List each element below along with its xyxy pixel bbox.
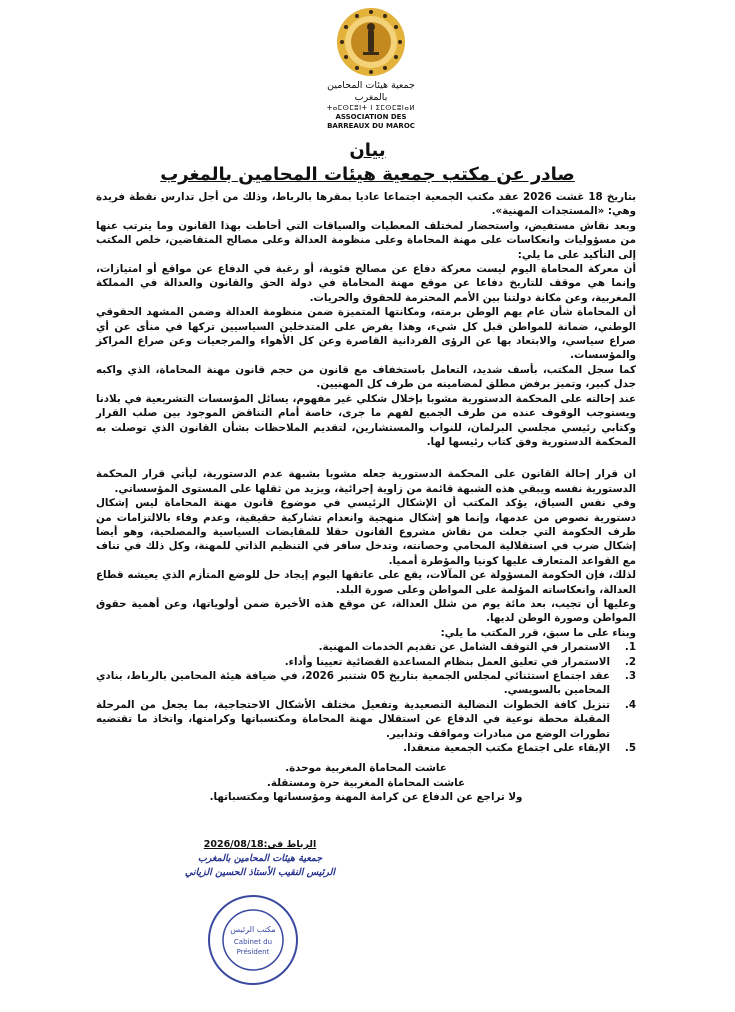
official-stamp <box>205 890 301 990</box>
paragraph: بتاريخ 18 غشت 2026 عقد مكتب الجمعية اجتماعا عاديا بمقرها بالرباط، وذلك من أجل تدارس نقطة فريدة وهي: «المستجدات المهنية». <box>96 191 636 218</box>
slogan: عاشت المحاماة المغربية موحدة. <box>285 762 447 775</box>
slogan: ولا تراجع عن الدفاع عن كرامة المهنة ومؤسساتها ومكتسباتها. <box>209 791 523 804</box>
svg-text:مكتب الرئيس: مكتب الرئيس <box>230 925 276 934</box>
list-item <box>96 698 636 741</box>
signature-block <box>160 838 360 880</box>
association-name-french: ASSOCIATION DES BARREAUX DU MAROC <box>327 113 415 130</box>
paragraph: عند إحالته على المحكمة الدستورية مشوبا بإخلال شكلي غير مفهوم، يسائل المؤسسات التشريعية في بلادنا ويستوجب الوقوف عنده من طرف الجميع لفهم ما جرى، خاصة أمام التناقض الموجود بين صلب القرار وكتابي رئيسي مجلسي البرلمان، للنواب والمستشارين، لتقديم الملاحظات بشأن القانون الذي توصلت به المحكمة الدستورية وفق كتاب رئيسها لها. <box>96 392 636 448</box>
list-number: 5. <box>624 742 636 755</box>
paragraph: ان قرار إحالة القانون على المحكمة الدستورية جعله مشوبا بشبهة عدم الدستورية، ليأتي قرار المحكمة الدستورية نفسه ويبقي هذه الشبهة قائمة من زاوية إجرائية، ويزيد من ثقلها على المستوى المؤسساتي. <box>96 468 636 495</box>
signature-org: جمعية هيئات المحامين بالمغرب <box>197 853 323 864</box>
svg-text:Président: Président <box>236 948 270 956</box>
paragraph: وبناء على ما سبق، قرر المكتب ما يلي: <box>440 626 636 639</box>
list-item <box>96 655 636 669</box>
list-text: الاستمرار في التوقف الشامل عن تقديم الخدمات المهنية. <box>318 641 610 654</box>
slogan: عاشت المحاماة المغربية حرة ومستقلة. <box>266 776 466 789</box>
list-item <box>96 741 636 755</box>
decisions-list <box>96 640 636 755</box>
association-emblem <box>335 6 407 78</box>
list-number: 4. <box>624 698 636 711</box>
paragraph: وبعد نقاش مستفيض، واستحضار لمختلف المعطيات والسياقات التي أحاطت بهذا القانون وما يترتب عنها من مسؤوليات وانعكاسات على مهنة المحاماة وعلى منظومة العدالة وعلى مصالح المتقاضين، خلص المكتب إلى التأكيد على ما يلي: <box>96 219 636 261</box>
list-text: عقد اجتماع استثنائي لمجلس الجمعية بتاريخ 05 شتنبر 2026، في ضيافة هيئة المحامين بالرباط، بنادي المحامين بالسويسي. <box>96 670 610 697</box>
paragraph: وعليها أن تجيب، بعد مائة يوم من شلل العدالة، عن موقع هذه الأخيرة ضمن أولوياتها، وعن أهمية حقوق المواطن وصورة الوطن لديها. <box>96 597 636 625</box>
list-text: تنزيل كافة الخطوات النضالية التصعيدية وتفعيل مختلف الأشكال الاحتجاجية، بما يجعل من المرحلة المقبلة محطة نوعية في الدفاع عن استقلال مهنة المحاماة ومكتسباتها وكرامتها، واتخاذ ما تقتضيه تطورات الوضع من مبادرات ومواقف وتدابير. <box>96 698 610 740</box>
place-date: الرباط في:2026/08/18 <box>203 839 317 850</box>
paragraph-gap <box>96 449 636 467</box>
paragraph: أن المحاماة شأن عام يهم الوطن برمته، ومكانتها المتميزة ضمن منظومة العدالة وضمن المشهد الحقوقي الوطني، ضمانة للمواطن قبل كل شيء، وهذا يفرض على المتدخلين السياسيين تركها في منأى عن أي صراع سياسي، والابتعاد بها عن الرؤى الفردانية القاصرة وعن كل الأهواء والمرجعيات وعن صراع المراكز والمؤسسات. <box>96 306 636 362</box>
paragraph: أن معركة المحاماة اليوم ليست معركة دفاع عن مصالح فئوية، أو رغبة في الدفاع عن مواقع أو امتيازات، وإنما هي موقف للتاريخ دفاعا عن موقع مهنة المحاماة في دولة الحق والقانون والعدالة في المملكة المغربية، وعن مكانة دولتنا بين الأمم المحترمة للحقوق والحريات. <box>96 263 636 304</box>
list-text: الإبقاء على اجتماع مكتب الجمعية منعقدا. <box>403 742 610 755</box>
association-name-tifinagh: ⵜⴰⵎⵙⵎⵓⵏⵜ ⵏ ⵉⵎⵙⵎⵓⵏⴰⵍ <box>326 104 416 112</box>
paragraph: وفي نفس السياق، يؤكد المكتب أن الإشكال الرئيسي في موضوع قانون مهنة المحاماة ليس إشكال دستورية نصوص من عدمها، وإنما هو إشكال منهجية وانعدام تشاركية حقيقية، وعدم وفاء بالالتزامات من طرف الحكومة التي جعلت من نقاش مشروع القانون حقلا للمقايضات السياسية والمصلحية، وهو أيضا إشكال ضرب في استقلالية المحامي وحصانته، وتدخل سافر في التنظيم الذاتي للمهنة، وكل ذلك في تناف مع القواعد المتعارف عليها كونيا والمؤطرة أمميا. <box>96 497 636 567</box>
statement-body <box>96 190 636 805</box>
list-number: 1. <box>624 641 636 654</box>
list-number: 2. <box>624 655 636 668</box>
list-item <box>96 669 636 698</box>
list-item <box>96 640 636 654</box>
statement-title <box>0 140 735 188</box>
title-line-2: صادر عن مكتب جمعية هيئات المحامين بالمغرب <box>160 164 575 185</box>
signature-president: الرئيس النقيب الأستاذ الحسين الزياني <box>184 867 336 878</box>
association-logo <box>316 6 426 131</box>
list-text: الاستمرار في تعليق العمل بنظام المساعدة القضائية تعيينا وأداء. <box>284 655 610 668</box>
title-line-1: بيان <box>349 140 386 161</box>
closing-slogans <box>96 761 636 804</box>
paragraph: لذلك، فإن الحكومة المسؤولة عن المآلات، يقع على عاتقها اليوم إيجاد حل للوضع المتأزم الذي يعيشه قطاع العدالة، وانعكاساته المؤلمة على المواطن وعلى صورة البلد. <box>96 569 636 596</box>
paragraph: كما سجل المكتب، بأسف شديد، التعامل باستخفاف مع قانون من حجم قانون مهنة المحاماة، الذي واكبه جدل كبير، وتميز برفض مطلق لمضامينه من طرف كل المهنيين. <box>96 363 636 391</box>
list-number: 3. <box>624 670 636 682</box>
association-name-arabic: جمعية هيئات المحامين بالمغرب <box>327 80 415 103</box>
svg-text:Cabinet du: Cabinet du <box>233 938 273 946</box>
